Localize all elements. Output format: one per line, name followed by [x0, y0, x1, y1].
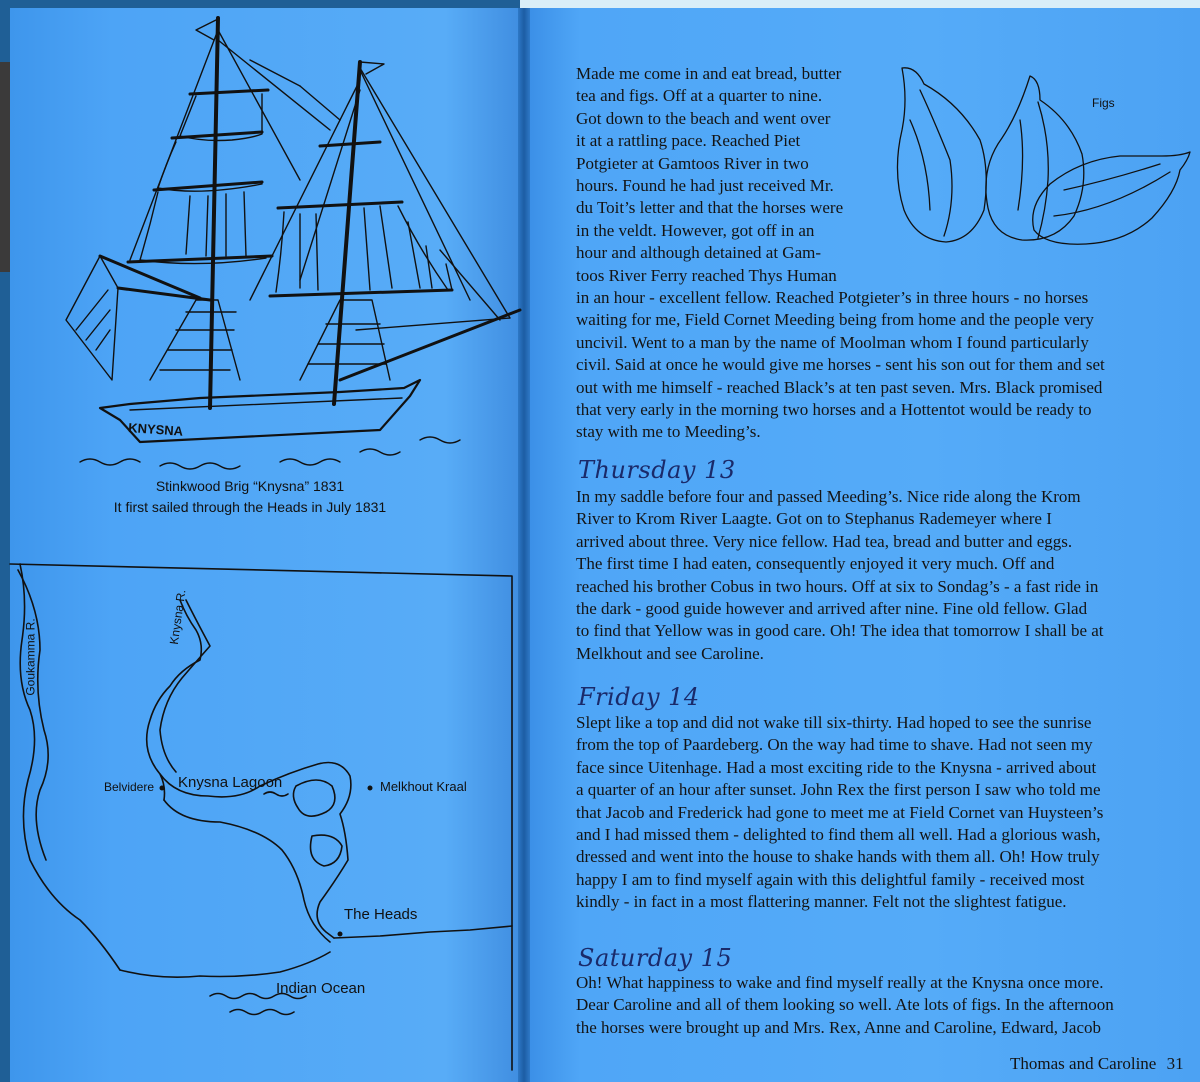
intro-full-block [576, 287, 1186, 444]
text-line: du Toit’s letter and that the horses were [576, 198, 844, 218]
entry-thursday [576, 486, 1186, 665]
entry-heading-thursday: Thursday 13 [578, 456, 736, 484]
ship-caption [70, 476, 430, 518]
map-label-lagoon: Knysna Lagoon [178, 774, 283, 791]
footer-title: Thomas and Caroline [1010, 1054, 1157, 1073]
text-line: arrived about three. Very nice fellow. Had tea, bread and butter and eggs. [576, 531, 1073, 551]
text-line: Dear Caroline and all of them looking so well. Ate lots of figs. In the afternoon [576, 995, 1114, 1015]
text-line: hours. Found he had just received Mr. [576, 176, 834, 196]
text-line: happy I am to find myself again with this delightful family - received most [576, 869, 1085, 889]
ship-hull-label: KNYSNA [127, 420, 184, 439]
text-line: River to Krom River Laagte. Got on to Stephanus Rademeyer where I [576, 509, 1052, 529]
map-label-goukamma: Goukamma R. [23, 618, 38, 696]
map-label-melkhout: Melkhout Kraal [380, 779, 467, 794]
text-line: kindly - in fact in a most flattering manner. Felt not the slightest fatigue. [576, 892, 1067, 912]
text-line: civil. Said at once he would give me horses - sent his son out for them and set [576, 355, 1105, 375]
text-line: face since Uitenhage. Had a most exciting ride to the Knysna - arrived about [576, 757, 1097, 777]
page-footer [1010, 1054, 1184, 1074]
knysna-map [0, 560, 520, 1080]
text-line: The first time I had eaten, consequently enjoyed it very much. Off and [576, 554, 1055, 574]
map-label-heads: The Heads [344, 906, 418, 923]
entry-heading-friday: Friday 14 [578, 683, 700, 711]
text-line: waiting for me, Field Cornet Meeding being from home and the people very [576, 310, 1094, 330]
page-number: 31 [1166, 1054, 1184, 1073]
text-line: Slept like a top and did not wake till six-thirty. Had hoped to see the sunrise [576, 713, 1092, 732]
map-label-belvidere: Belvidere [104, 780, 155, 794]
text-line: stay with me to Meeding’s. [576, 422, 761, 442]
entry-heading-saturday: Saturday 15 [578, 944, 733, 972]
text-line: Made me come in and eat bread, butter [576, 64, 842, 83]
ship-caption-subtitle: It first sailed through the Heads in July 1831 [113, 499, 387, 515]
text-line: that Jacob and Frederick had gone to meet me at Field Cornet van Huysteen’s [576, 802, 1104, 822]
text-line: Got down to the beach and went over [576, 108, 831, 128]
text-line: dressed and went into the house to shake hands with them all. Oh! How truly [576, 847, 1100, 867]
text-line: in an hour - excellent fellow. Reached Potgieter’s in three hours - no horses [576, 288, 1089, 307]
text-line: from the top of Paardeberg. On the way had time to shave. Had not seen my [576, 735, 1093, 755]
text-line: Melkhout and see Caroline. [576, 643, 764, 663]
text-line: Oh! What happiness to wake and find myself really at the Knysna once more. [576, 973, 1104, 992]
text-line: a quarter of an hour after sunset. John Rex the first person I saw who told me [576, 780, 1101, 800]
figs-label: Figs [1092, 96, 1115, 110]
text-line: that very early in the morning two horses and a Hottentot would be ready to [576, 400, 1092, 420]
map-label-knysna-river: Knysna R. [166, 588, 189, 646]
text-line: In my saddle before four and passed Meeding’s. Nice ride along the Krom [576, 487, 1081, 506]
text-line: to find that Yellow was in good care. Oh! The idea that tomorrow I shall be at [576, 621, 1104, 641]
text-line: the dark - good guide however and arrived after nine. Fine old fellow. Glad [576, 599, 1088, 619]
ship-illustration [0, 0, 520, 470]
entry-saturday [576, 972, 1190, 1039]
text-line: the horses were brought up and Mrs. Rex, Anne and Caroline, Edward, Jacob [576, 1017, 1101, 1037]
text-line: tea and figs. Off at a quarter to nine. [576, 86, 823, 106]
intro-narrow-block [576, 63, 886, 287]
text-line: and I had missed them - delighted to find them all well. Had a glorious wash, [576, 825, 1101, 845]
entry-friday [576, 712, 1188, 914]
map-label-ocean: Indian Ocean [276, 980, 366, 997]
text-line: it at a rattling pace. Reached Piet [576, 131, 801, 151]
ship-caption-title: Stinkwood Brig “Knysna” 1831 [155, 478, 345, 494]
text-line: out with me himself - reached Black’s at ten past seven. Mrs. Black promised [576, 377, 1103, 397]
text-line: reached his brother Cobus in two hours. Off at six to Sondag’s - a fast ride in [576, 576, 1099, 596]
figs-illustration [890, 60, 1200, 260]
text-line: in the veldt. However, got off in an [576, 220, 815, 240]
text-line: Potgieter at Gamtoos River in two [576, 153, 809, 173]
text-line: hour and although detained at Gam- [576, 243, 822, 263]
text-line: uncivil. Went to a man by the name of Moolman whom I found particularly [576, 332, 1089, 352]
text-line: toos River Ferry reached Thys Human [576, 265, 837, 285]
